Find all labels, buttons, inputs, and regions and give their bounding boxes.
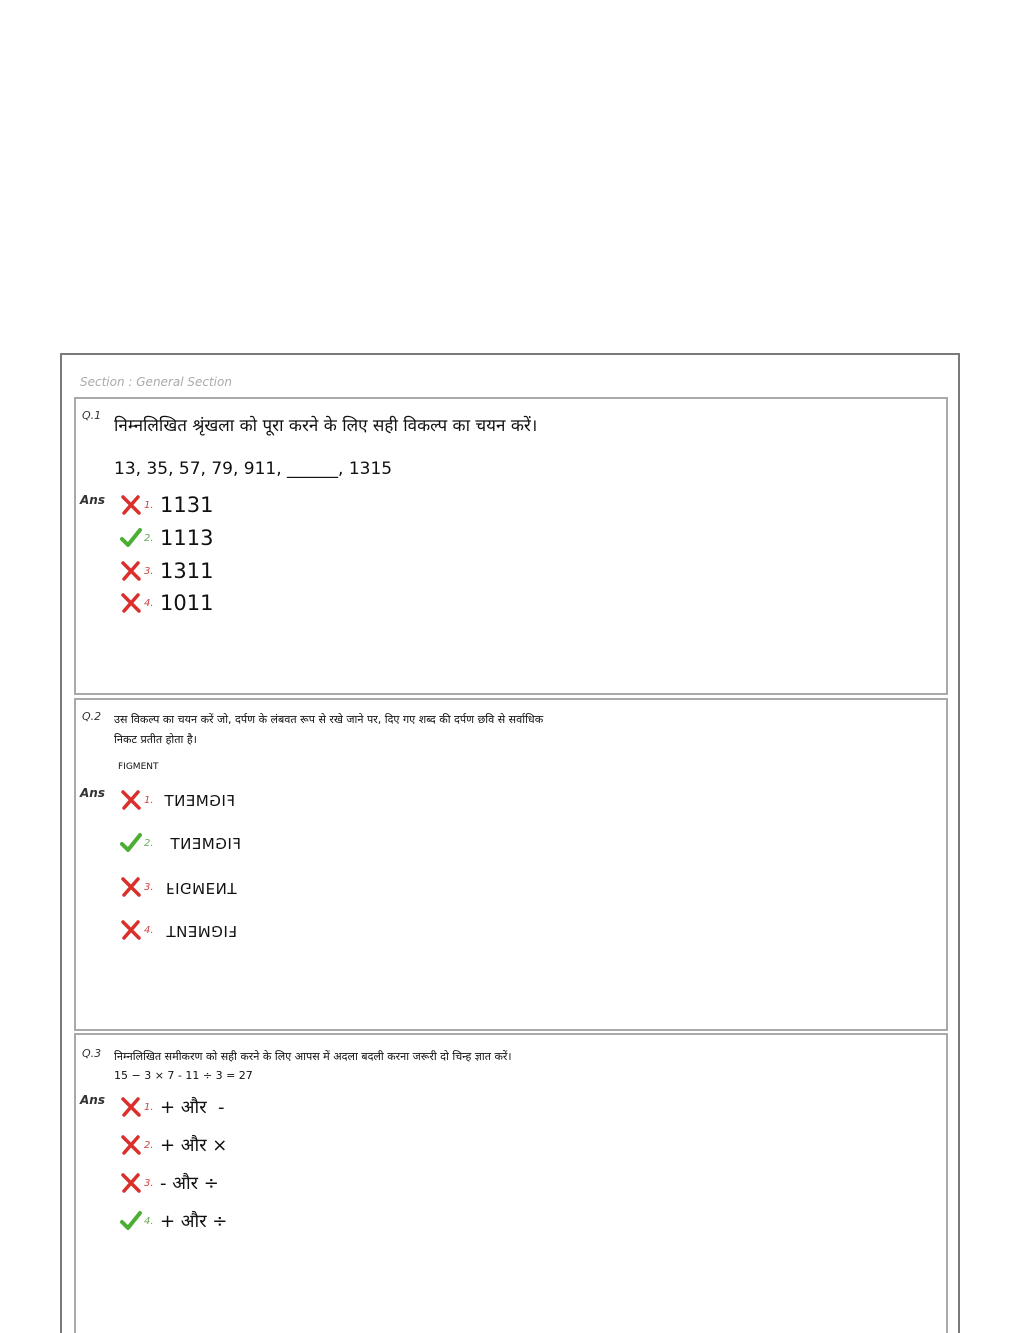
option-text: 1011 — [160, 591, 214, 615]
cross-icon — [120, 1096, 142, 1118]
option-text: 1131 — [160, 493, 214, 517]
check-icon — [120, 527, 142, 549]
option-number: 3. — [144, 881, 154, 893]
cross-icon — [120, 789, 142, 811]
question-text: निम्नलिखित समीकरण को सही करने के लिए आपस में अदला बदली करना जरूरी दो चिन्ह ज्ञात करें। — [114, 1050, 512, 1063]
option-number: 2. — [144, 1139, 154, 1151]
question-text: निम्नलिखित श्रृंखला को पूरा करने के लिए सही विकल्प का चयन करें। — [114, 416, 538, 436]
option-text: FIGMENT — [170, 834, 241, 853]
section-label: Section : General Section — [80, 375, 232, 389]
question-number: Q.2 — [82, 710, 102, 723]
option-3 — [120, 875, 237, 899]
option-text: FIGMENT — [166, 921, 237, 940]
option-2 — [120, 526, 213, 550]
option-number: 3. — [144, 565, 154, 577]
option-4 — [120, 591, 213, 615]
cross-icon — [120, 876, 142, 898]
option-3 — [120, 559, 213, 583]
option-text: FIGMENT — [166, 878, 237, 897]
question-text: उस विकल्प का चयन करें जो, दर्पण के लंबवत रूप से रखे जाने पर, दिए गए शब्द की दर्पण छवि से सर्वाधिक — [114, 713, 544, 726]
cross-icon — [120, 494, 142, 516]
option-text: 1311 — [160, 559, 214, 583]
ans-label: Ans — [80, 786, 105, 800]
option-number: 1. — [144, 1101, 154, 1113]
question-series: 13, 35, 57, 79, 911, ______, 1315 — [114, 459, 393, 479]
question-number: Q.3 — [82, 1047, 102, 1060]
option-text: + और - — [160, 1097, 225, 1118]
option-3 — [120, 1171, 219, 1195]
question-text-line2: निकट प्रतीत होता है। — [114, 733, 197, 746]
check-icon — [120, 832, 142, 854]
check-icon — [120, 1210, 142, 1232]
option-number: 3. — [144, 1177, 154, 1189]
question-block-1 — [74, 397, 948, 695]
option-number: 1. — [144, 499, 154, 511]
option-1 — [120, 1095, 225, 1119]
option-number: 4. — [144, 597, 154, 609]
option-number: 4. — [144, 1215, 154, 1227]
option-number: 1. — [144, 794, 154, 806]
option-4 — [120, 1209, 227, 1233]
option-number: 4. — [144, 924, 154, 936]
option-text: FIGMENT — [164, 791, 235, 810]
question-block-3 — [74, 1033, 948, 1333]
option-1 — [120, 788, 235, 812]
ans-label: Ans — [80, 1093, 105, 1107]
question-equation: 15 − 3 × 7 - 11 ÷ 3 = 27 — [114, 1069, 253, 1082]
option-text: - और ÷ — [160, 1173, 219, 1194]
option-number: 2. — [144, 837, 154, 849]
cross-icon — [120, 592, 142, 614]
question-block-2 — [74, 698, 948, 1031]
option-text: + और ÷ — [160, 1211, 228, 1232]
ans-label: Ans — [80, 493, 105, 507]
option-1 — [120, 493, 213, 517]
option-2 — [120, 1133, 227, 1157]
question-number: Q.1 — [82, 409, 102, 422]
cross-icon — [120, 1134, 142, 1156]
option-2 — [120, 831, 241, 855]
cross-icon — [120, 1172, 142, 1194]
cross-icon — [120, 560, 142, 582]
option-text: 1113 — [160, 526, 214, 550]
option-text: + और × — [160, 1135, 228, 1156]
cross-icon — [120, 919, 142, 941]
option-4 — [120, 918, 237, 942]
option-number: 2. — [144, 532, 154, 544]
answer-sheet — [60, 353, 960, 1333]
question-word: FIGMENT — [118, 762, 159, 772]
